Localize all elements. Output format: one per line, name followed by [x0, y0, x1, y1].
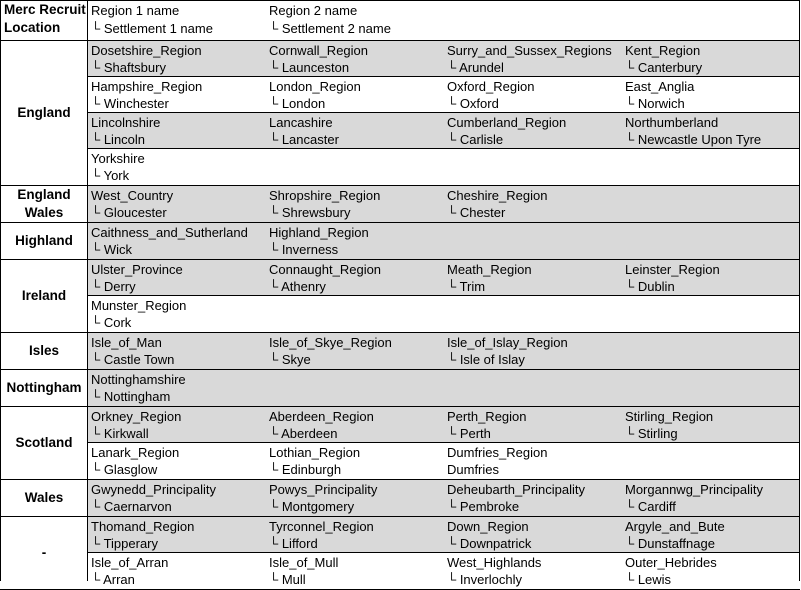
region-cell: [269, 408, 374, 443]
location-name-line: Scotland: [15, 435, 73, 450]
location-label: [1, 260, 87, 332]
settlement-name: └ Dublin: [625, 279, 675, 294]
region-cell: [447, 444, 547, 479]
row-separator: [88, 442, 799, 443]
location-name-line: -: [41, 545, 47, 560]
location-name-line: Isles: [28, 343, 60, 358]
region-name: Lothian_Region: [269, 444, 361, 460]
region-cell: [269, 444, 360, 479]
location-name: [29, 342, 59, 360]
region-name: Isle_of_Skye_Region: [269, 334, 392, 350]
settlement-name: └ Winchester: [91, 96, 169, 111]
region-cell: [91, 42, 202, 77]
region-cell: [91, 187, 173, 222]
region-name: Caithness_and_Sutherland: [91, 224, 248, 240]
settlement-name: └ Derry: [91, 279, 136, 294]
region-name: Connaught_Region: [269, 261, 382, 277]
region-name: Dosetshire_Region: [91, 42, 202, 58]
region-cell: [447, 408, 527, 443]
location-label: [1, 370, 87, 406]
region-name: Cumberland_Region: [447, 114, 567, 130]
location-name: [25, 489, 64, 507]
location-header-line2: Location: [4, 19, 61, 35]
region-cell: [625, 408, 713, 443]
region-name: Isle_of_Arran: [91, 554, 169, 570]
region-cell: [447, 518, 531, 553]
location-name: [17, 104, 70, 122]
region-cell: [91, 408, 181, 443]
region-name: Isle_of_Man: [91, 334, 162, 350]
location-name: [17, 186, 70, 222]
settlement-name: └ Lewis: [625, 572, 672, 587]
region-name: Surry_and_Sussex_Regions: [447, 42, 612, 58]
table-row: [88, 370, 799, 406]
region-cell: [91, 444, 179, 479]
settlement-name: └ Castle Town: [91, 352, 175, 367]
settlement-name: └ York: [91, 168, 130, 183]
settlement-name: └ Carlisle: [447, 132, 504, 147]
region-cell: [91, 78, 202, 113]
region-name: Highland_Region: [269, 224, 369, 240]
region-name: West_Country: [91, 187, 174, 203]
location-name: [15, 232, 73, 250]
region-cell: [91, 481, 216, 516]
location-name-line: Wales: [24, 205, 64, 220]
settlement-name: └ Shaftsbury: [91, 60, 166, 75]
settlement-name: └ Newcastle Upon Tyre: [625, 132, 762, 147]
region-name: Tyrconnel_Region: [269, 518, 374, 534]
region-cell: [269, 334, 392, 369]
region-cell: [269, 481, 377, 516]
region-name: London_Region: [269, 78, 361, 94]
settlement-name: └ Arundel: [447, 60, 504, 75]
settlement-name: └ Trim: [447, 279, 486, 294]
table-border-left: [0, 0, 1, 581]
table-row: [88, 333, 799, 369]
region1-column-header: [91, 2, 213, 37]
region-name: Gwynedd_Principality: [91, 481, 217, 497]
settlement-name: └ Kirkwall: [91, 426, 149, 441]
settlement-name: └ Lifford: [269, 536, 318, 551]
region-cell: [269, 78, 361, 113]
region-name: Shropshire_Region: [269, 187, 381, 203]
location-name: [22, 287, 66, 305]
table-row: [88, 443, 799, 479]
settlement-name: └ Perth: [447, 426, 491, 441]
region-name: Thomand_Region: [91, 518, 195, 534]
settlement-name: └ Tipperary: [91, 536, 159, 551]
region-name: Aberdeen_Region: [269, 408, 374, 424]
region-cell: [91, 371, 186, 406]
location-label: [1, 41, 87, 185]
region-cell: [269, 261, 381, 296]
region-name: Leinster_Region: [625, 261, 720, 277]
region-cell: [91, 150, 145, 185]
settlement-name: └ Stirling: [625, 426, 678, 441]
region-cell: [91, 224, 248, 259]
row-separator: [88, 295, 799, 296]
settlement-name: └ Inverness: [269, 242, 339, 257]
region-name: Lanark_Region: [91, 444, 180, 460]
region-cell: [625, 78, 694, 113]
region-name: Argyle_and_Bute: [625, 518, 725, 534]
region-name: Isle_of_Islay_Region: [447, 334, 568, 350]
region-name: East_Anglia: [625, 78, 695, 94]
settlement-name: └ Lincoln: [91, 132, 146, 147]
location-name-line: England: [17, 105, 71, 120]
settlement-name: Dumfries: [447, 462, 500, 477]
settlement1-header-name: └ Settlement 1 name: [91, 20, 213, 36]
location-label: [1, 480, 87, 516]
region-cell: [447, 261, 532, 296]
settlement-name: └ Launceston: [269, 60, 350, 75]
region-name: Perth_Region: [447, 408, 527, 424]
region-cell: [625, 481, 763, 516]
region-name: Cornwall_Region: [269, 42, 368, 58]
region-name: Lancashire: [269, 114, 333, 130]
table-row: [88, 186, 799, 222]
region1-header-name: Region 1 name: [91, 3, 180, 18]
region-name: Cheshire_Region: [447, 187, 548, 203]
location-name-line: Wales: [24, 490, 64, 505]
region-name: Stirling_Region: [625, 408, 714, 424]
region-cell: [269, 224, 369, 259]
region-name: Deheubarth_Principality: [447, 481, 586, 497]
region-name: Lincolnshire: [91, 114, 161, 130]
region-name: Northumberland: [625, 114, 719, 130]
location-name: [7, 379, 82, 397]
location-name: [42, 544, 47, 562]
region-cell: [447, 554, 541, 589]
settlement-name: └ Chester: [447, 205, 506, 220]
region-cell: [269, 42, 368, 77]
region-cell: [91, 554, 168, 589]
region-name: Meath_Region: [447, 261, 532, 277]
region-cell: [447, 334, 568, 369]
settlement-name: └ Glasglow: [91, 462, 158, 477]
region-cell: [447, 42, 612, 77]
region-cell: [269, 114, 339, 149]
region-name: Isle_of_Mull: [269, 554, 339, 570]
settlement-name: └ Pembroke: [447, 499, 520, 514]
settlement-name: └ Nottingham: [91, 389, 171, 404]
settlement-name: └ Cork: [91, 315, 132, 330]
settlement-name: └ Isle of Islay: [447, 352, 525, 367]
settlement-name: └ Montgomery: [269, 499, 355, 514]
region-name: Down_Region: [447, 518, 529, 534]
settlement-name: └ Cardiff: [625, 499, 676, 514]
region-cell: [91, 518, 194, 553]
location-name-line: Highland: [15, 233, 73, 248]
location-label: [1, 186, 87, 222]
settlement-name: └ Dunstaffnage: [625, 536, 715, 551]
region-cell: [447, 481, 585, 516]
settlement-name: └ Arran: [91, 572, 135, 587]
region-cell: [269, 518, 374, 553]
settlement2-header-name: └ Settlement 2 name: [269, 20, 391, 36]
table-border-right: [799, 0, 800, 581]
region-cell: [91, 261, 183, 296]
settlement-name: └ Mull: [269, 572, 306, 587]
region-name: Morgannwg_Principality: [625, 481, 764, 497]
region-name: Orkney_Region: [91, 408, 182, 424]
settlement-name: └ Wick: [91, 242, 132, 257]
region-cell: [447, 78, 534, 113]
settlement-name: └ Aberdeen: [269, 426, 338, 441]
location-name-line: Nottingham: [6, 380, 82, 395]
location-name-line: Ireland: [21, 288, 67, 303]
region-name: Munster_Region: [91, 297, 187, 313]
region-cell: [91, 334, 174, 369]
region-name: West_Highlands: [447, 554, 542, 570]
settlement-name: └ Downpatrick: [447, 536, 532, 551]
region-cell: [91, 114, 160, 149]
settlement-name: └ Canterbury: [625, 60, 703, 75]
location-header-line1: Merc Recruit: [4, 2, 86, 17]
settlement-name: └ London: [269, 96, 326, 111]
settlement-name: └ Norwich: [625, 96, 685, 111]
location-label: [1, 333, 87, 369]
settlement-name: └ Shrewsbury: [269, 205, 351, 220]
region-cell: [625, 554, 717, 589]
settlement-name: └ Skye: [269, 352, 311, 367]
region-name: Yorkshire: [91, 150, 145, 166]
table-row: [88, 296, 799, 332]
region2-column-header: [269, 2, 391, 37]
location-label: [1, 517, 87, 589]
settlement-name: └ Gloucester: [91, 205, 167, 220]
settlement-name: └ Athenry: [269, 279, 326, 294]
row-separator: [88, 148, 799, 149]
settlement-name: └ Lancaster: [269, 132, 339, 147]
location-name-line: England: [17, 187, 71, 202]
region-cell: [625, 261, 720, 296]
location-label: [1, 407, 87, 479]
region-cell: [269, 554, 338, 589]
region-cell: [625, 518, 725, 553]
settlement-name: └ Oxford: [447, 96, 499, 111]
location-name: [15, 434, 72, 452]
settlement-name: └ Caernarvon: [91, 499, 172, 514]
region-cell: [269, 187, 380, 222]
region-cell: [91, 297, 186, 332]
region-name: Ulster_Province: [91, 261, 183, 277]
region-name: Dumfries_Region: [447, 444, 548, 460]
region-name: Nottinghamshire: [91, 371, 186, 387]
location-label: [1, 223, 87, 259]
settlement-name: └ Inverlochly: [447, 572, 522, 587]
table-border-top: [0, 0, 800, 1]
region-cell: [625, 42, 702, 77]
region2-header-name: Region 2 name: [269, 3, 358, 18]
region-name: Powys_Principality: [269, 481, 378, 497]
region-name: Oxford_Region: [447, 78, 535, 94]
region-cell: [625, 114, 761, 149]
region-cell: [447, 187, 547, 222]
table-row: [88, 149, 799, 185]
location-column-header: [1, 1, 87, 36]
location-column-divider: [87, 0, 88, 581]
region-name: Hampshire_Region: [91, 78, 203, 94]
region-name: Outer_Hebrides: [625, 554, 717, 570]
region-name: Kent_Region: [625, 42, 701, 58]
region-cell: [447, 114, 566, 149]
settlement-name: └ Edinburgh: [269, 462, 342, 477]
